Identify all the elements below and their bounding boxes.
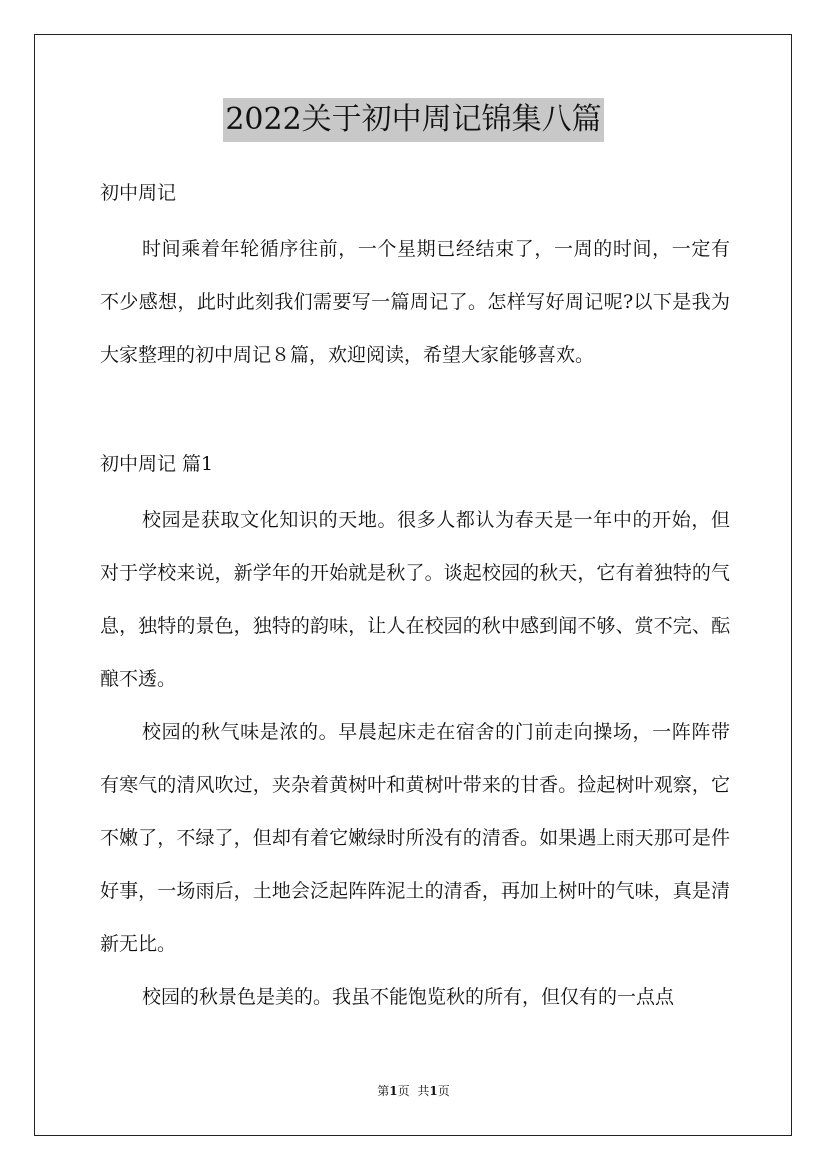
footer-page-number: 1 xyxy=(389,1084,398,1098)
intro-paragraph: 时间乘着年轮循序往前，一个星期已经结束了，一周的时间，一定有不少感想，此时此刻我们需要写一篇周记了。怎样写好周记呢?以下是我为大家整理的初中周记８篇，欢迎阅读，希望大家能够喜欢。 xyxy=(100,238,730,366)
page-footer xyxy=(0,1083,827,1099)
footer-total-prefix: 共 xyxy=(417,1084,430,1098)
body-paragraph: 校园的秋气味是浓的。早晨起床走在宿舍的门前走向操场，一阵阵带有寒气的清风吹过，夹杂着黄树叶和黄树叶带来的甘香。捡起树叶观察，它不嫩了，不绿了，但却有着它嫩绿时所没有的清香。如果遇上雨天那可是件好事，一场雨后，土地会泛起阵阵泥土的清香，再加上树叶的气味，真是清新无比。 xyxy=(100,721,730,955)
footer-total-suffix: 页 xyxy=(437,1084,450,1098)
footer-total-number: 1 xyxy=(429,1084,438,1098)
document-title: 2022关于初中周记锦集八篇 xyxy=(223,98,603,142)
document-body xyxy=(100,168,730,1024)
title-container xyxy=(0,98,827,142)
body-paragraph: 校园是获取文化知识的天地。很多人都认为春天是一年中的开始，但对于学校来说，新学年的开始就是秋了。谈起校园的秋天，它有着独特的气息，独特的景色，独特的韵味，让人在校园的秋中感到闻不够、赏不完、酝酿不透。 xyxy=(100,509,730,690)
footer-page-suffix: 页 xyxy=(397,1084,410,1098)
body-paragraph: 校园的秋景色是美的。我虽不能饱览秋的所有，但仅有的一点点 xyxy=(142,986,675,1008)
section-heading: 初中周记 xyxy=(100,182,177,204)
footer-page-prefix: 第 xyxy=(377,1084,390,1098)
section-heading: 初中周记 篇1 xyxy=(100,453,214,475)
